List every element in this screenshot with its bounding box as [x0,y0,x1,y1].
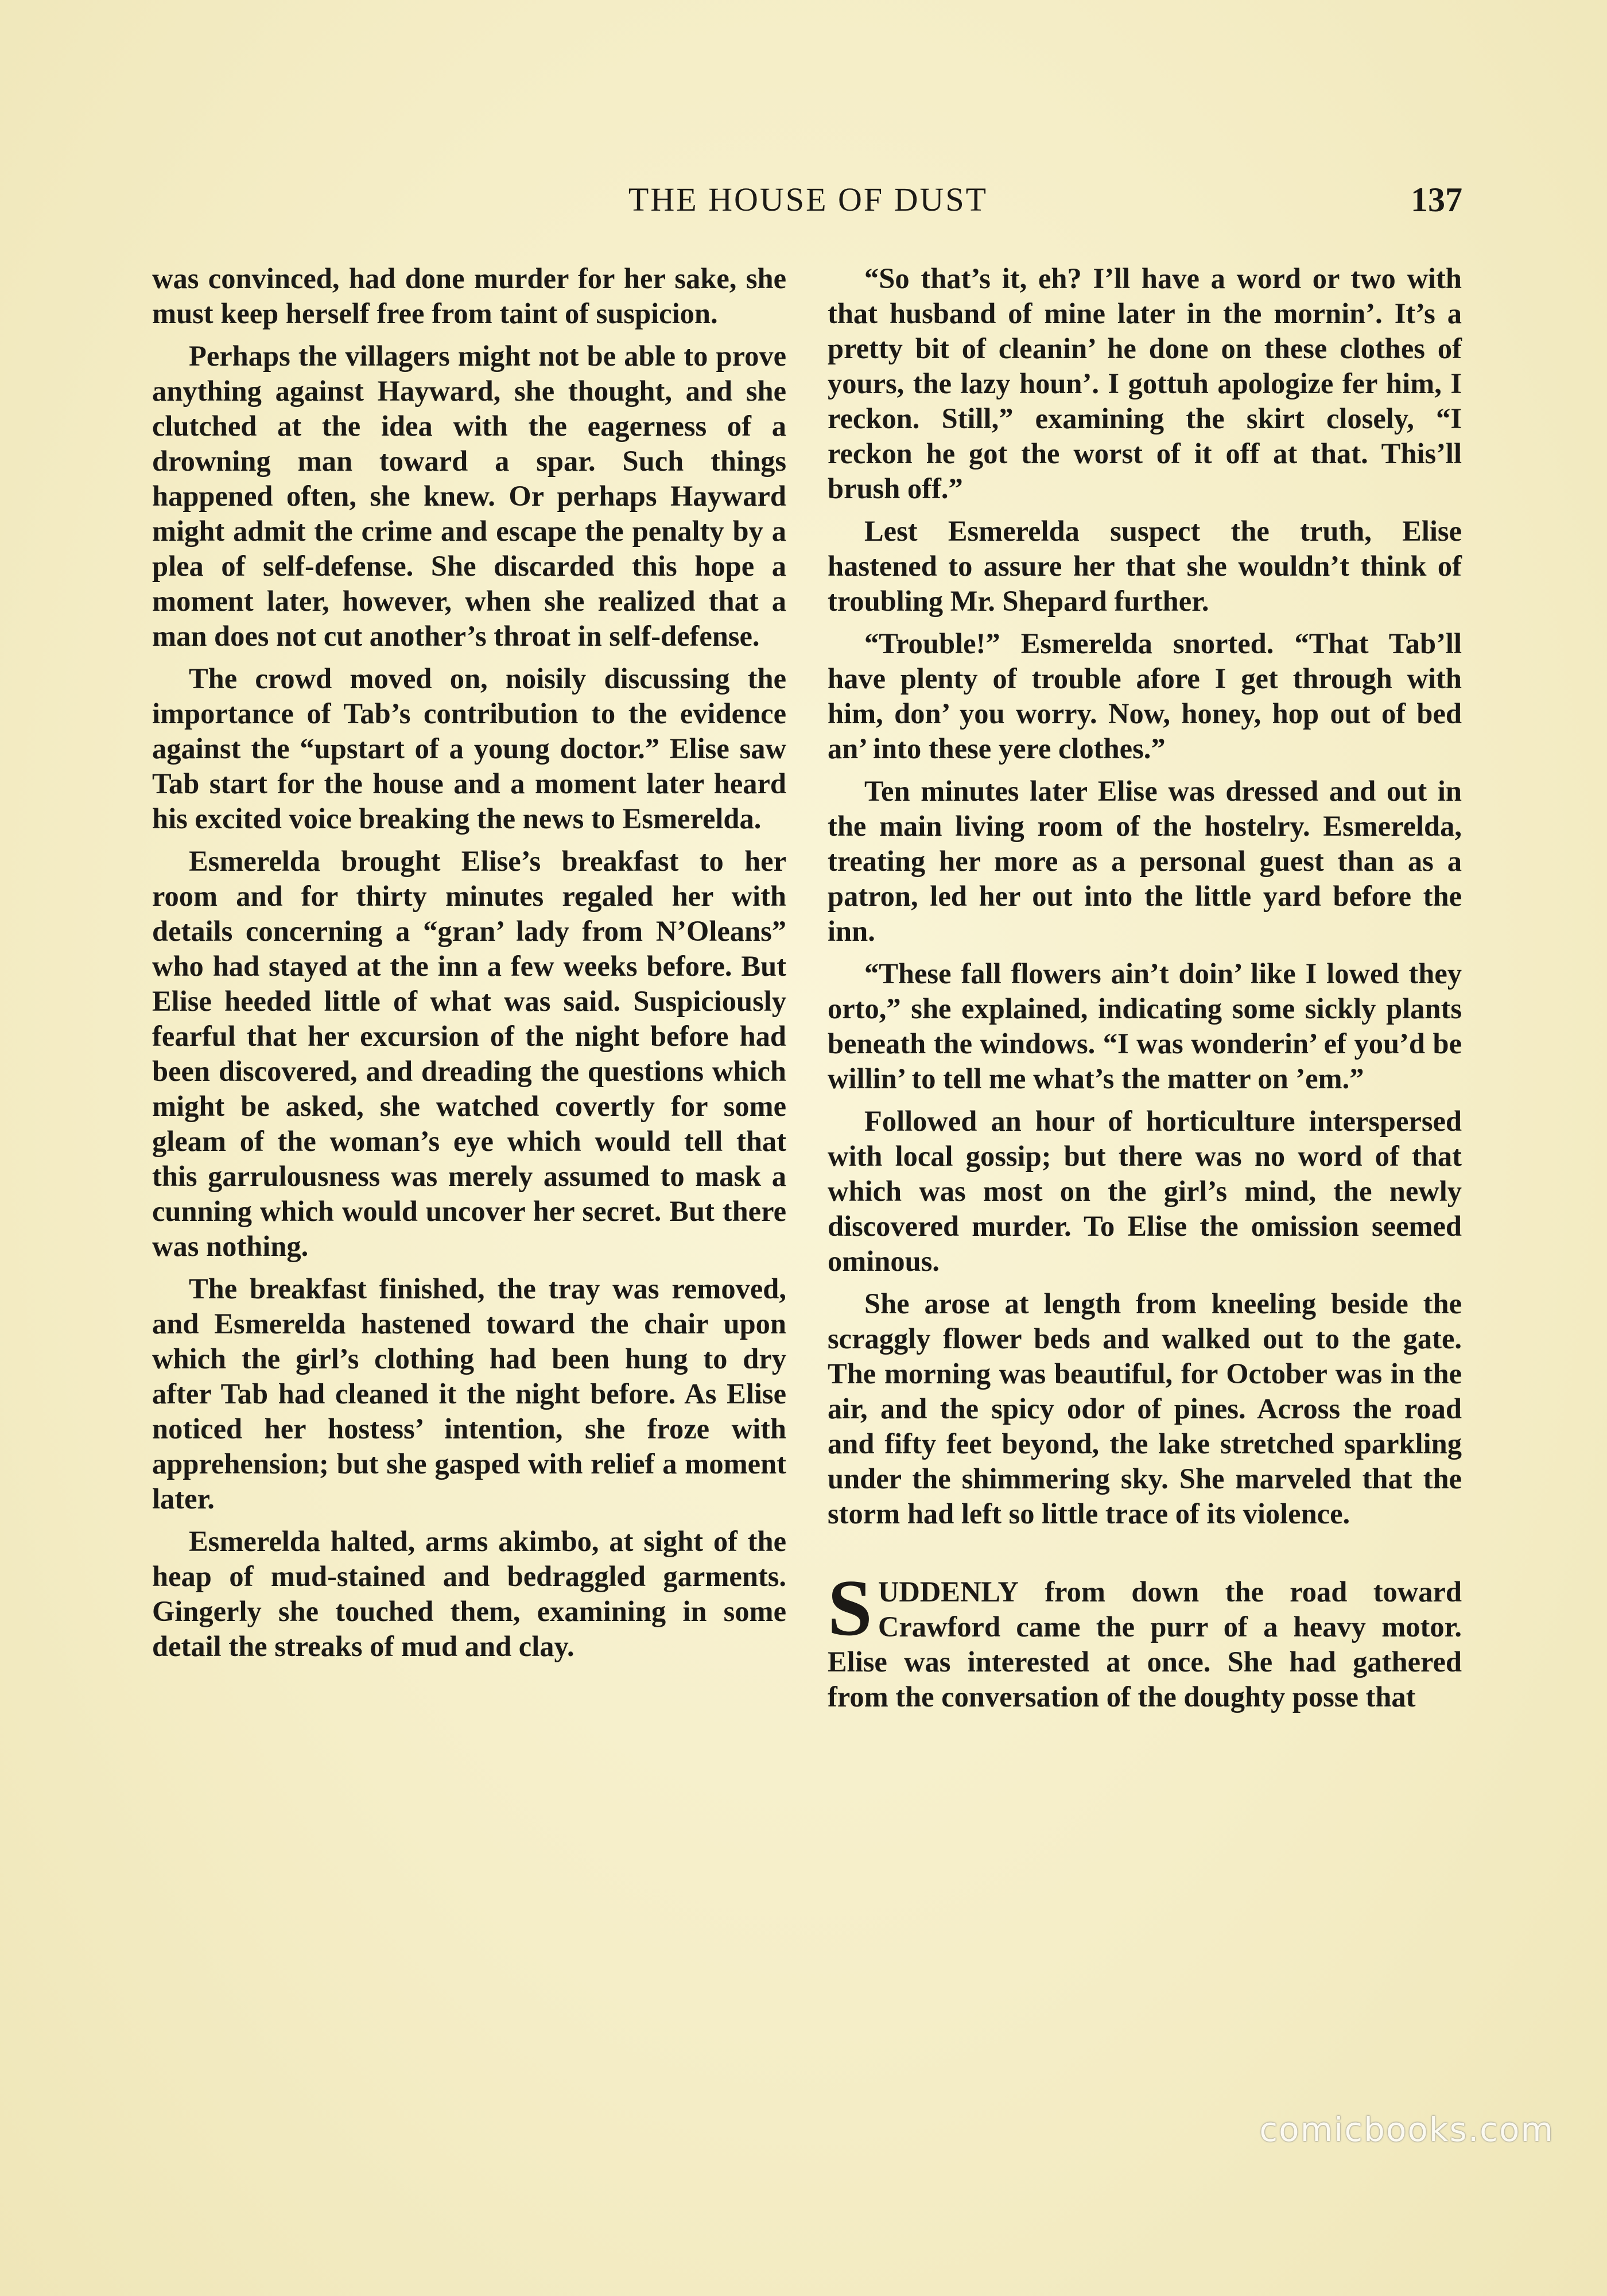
paragraph: Perhaps the villagers might not be able to prove anything against Hayward, she thought, and she clutched at the idea with the eagerness of a drowning man toward a spar. Such things happened often, she knew. Or perhaps Hayward might admit the crime and escape the penalty by a plea of self-defense. She discarded this hope a moment later, however, when she realized that a man does not cut another’s throat in self-defense. [152,340,786,652]
section-opening-text: from down the road toward Crawford came the purr of a heavy motor. Elise was interested at once. She had gathered from the conversation of the doughty posse that [828,1576,1462,1713]
page-number: 137 [1411,181,1462,219]
paragraph: was convinced, had done murder for her sake, she must keep herself free from taint of suspicion. [152,262,786,329]
paragraph: Ten minutes later Elise was dressed and out in the main living room of the hostelry. Esmerelda, treating her more as a personal guest than as a patron, led her out into the little yard before the inn. [828,775,1462,947]
paragraph: “Trouble!” Esmerelda snorted. “That Tab’ll have plenty of trouble afore I get through with him, don’ you worry. Now, honey, hop out of bed an’ into these yere clothes.” [828,627,1462,765]
left-column [152,261,786,1671]
section-break [828,1539,1462,1574]
paragraph: “So that’s it, eh? I’ll have a word or two with that husband of mine later in the mornin’. It’s a pretty bit of cleanin’ he done on these clothes of yours, the lazy houn’. I gottuh apologize fer him, I reckon. Still,” examining the skirt closely, “I reckon he got the worst of it off at that. This’ll brush off.” [828,262,1462,505]
paragraph: Esmerelda brought Elise’s breakfast to her room and for thirty minutes regaled her with details concerning a “gran’ lady from N’Oleans” who had stayed at the inn a few weeks before. But Elise heeded little of what was said. Suspiciously fearful that her excursion of the night before had been discovered, and dreading the questions which might be asked, she watched covertly for some gleam of the woman’s eye which would tell that this garrulousness was merely assumed to mask a cunning which would uncover her secret. But there was nothing. [152,845,786,1262]
watermark: comicbooks.com [1259,2110,1554,2149]
section-opening-paragraph [828,1564,1462,1715]
paragraph: The crowd moved on, noisily discussing the importance of Tab’s contribution to the evidence against the “upstart of a young doctor.” Elise saw Tab start for the house and a moment later heard his excited voice breaking the news to Esmerelda. [152,662,786,835]
paragraph: The breakfast finished, the tray was removed, and Esmerelda hastened toward the chair upon which the girl’s clothing had been hung to dry after Tab had cleaned it the night before. As Elise noticed her hostess’ intention, she froze with apprehension; but she gasped with relief a moment later. [152,1273,786,1515]
paragraph: Followed an hour of horticulture interspersed with local gossip; but there was no word of that which was most on the girl’s mind, the newly discovered murder. To Elise the omission seemed ominous. [828,1105,1462,1277]
paragraph: Lest Esmerelda suspect the truth, Elise hastened to assure her that she wouldn’t think of troubling Mr. Shepard further. [828,515,1462,617]
paragraph: “These fall flowers ain’t doin’ like I lowed they orto,” she explained, indicating some sickly plants beneath the windows. “I was wonderin’ ef you’d be willin’ to tell me what’s the matter on ’em.” [828,957,1462,1095]
drop-cap: S [828,1564,872,1653]
paragraph: Esmerelda halted, arms akimbo, at sight of the heap of mud-stained and bedraggled garments. Gingerly she touched them, examining in some detail the streaks of mud and clay. [152,1525,786,1662]
running-head [154,177,1462,223]
small-caps-lead: UDDENLY [878,1576,1019,1608]
paragraph: She arose at length from kneeling beside the scraggly flower beds and walked out to the gate. The morning was beautiful, for October was in the air, and the spicy odor of pines. Across the road and fifty feet beyond, the lake stretched sparkling under the shimmering sky. She marveled that the storm had left so little trace of its violence. [828,1287,1462,1530]
running-title: THE HOUSE OF DUST [628,181,988,218]
right-column [828,261,1462,1722]
